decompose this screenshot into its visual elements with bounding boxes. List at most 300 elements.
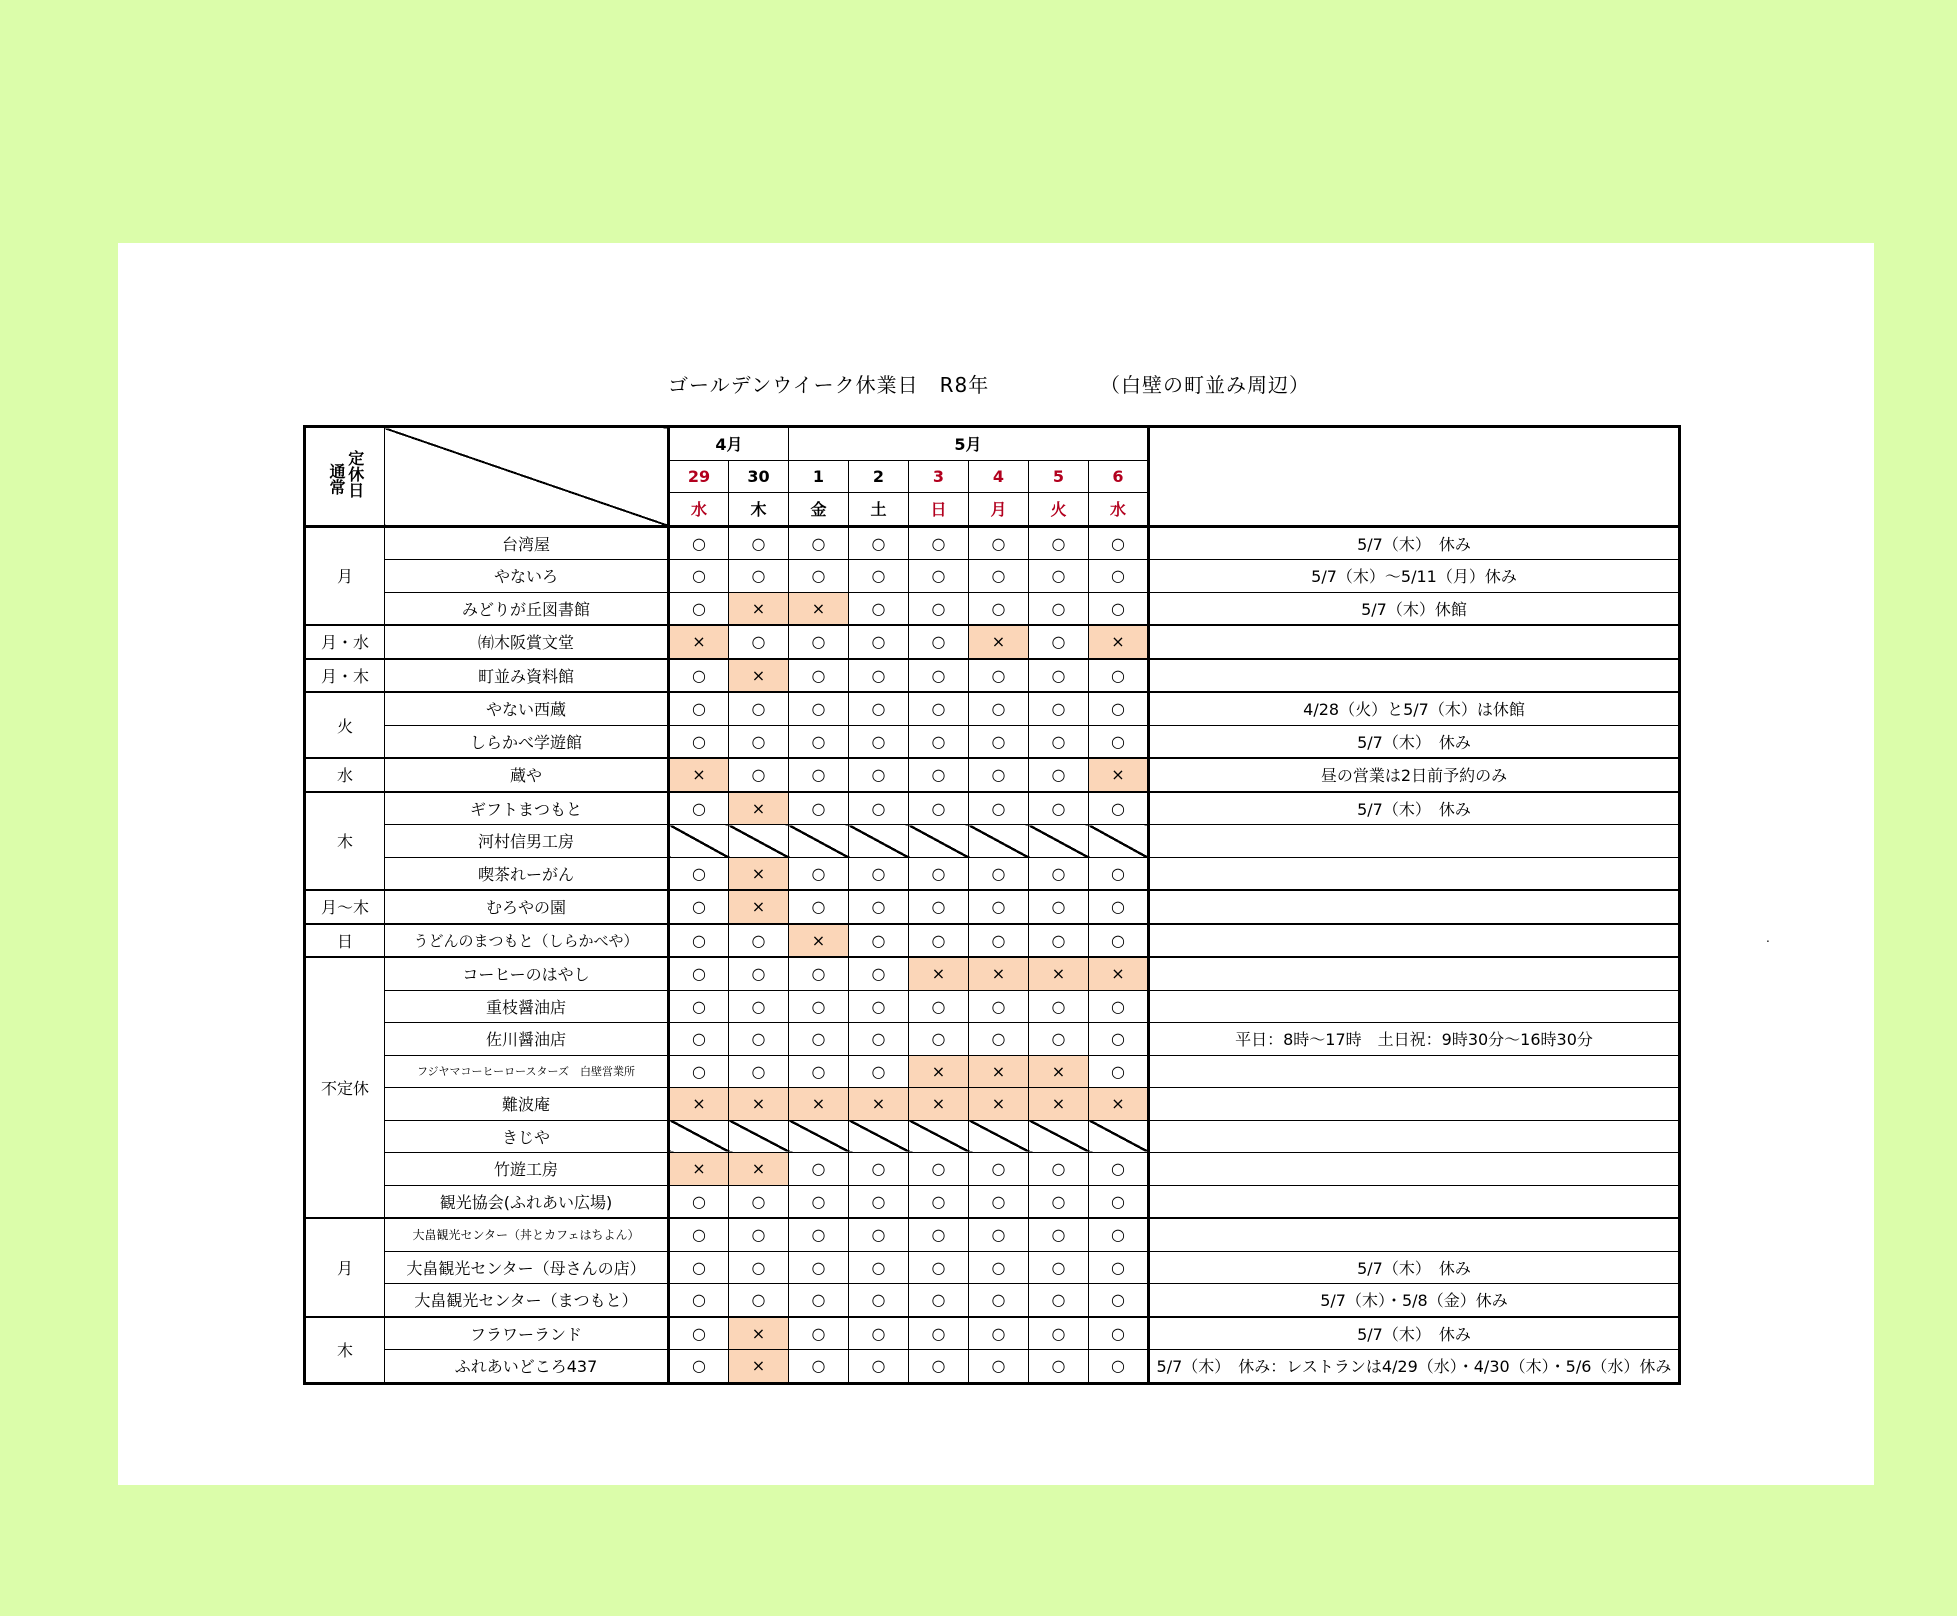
day-number-header: 5 xyxy=(1029,460,1089,493)
day-status-open: ○ xyxy=(789,890,849,924)
day-status-open: ○ xyxy=(729,526,789,560)
day-status-open: ○ xyxy=(729,560,789,593)
shop-note: 平日：8時～17時 土日祝：9時30分～16時30分 xyxy=(1149,1023,1680,1056)
shop-note xyxy=(1149,890,1680,924)
shop-name: 台湾屋 xyxy=(385,526,669,560)
day-status-open: ○ xyxy=(1089,1350,1149,1384)
shop-name: ギフトまつもと xyxy=(385,792,669,825)
day-status-open: ○ xyxy=(1029,1218,1089,1251)
day-status-open: ○ xyxy=(669,692,729,725)
regular-holiday-cell: 月・水 xyxy=(305,625,385,659)
shop-name: フジヤマコーヒーロースターズ 白壁営業所 xyxy=(385,1055,669,1088)
shop-name: しらかべ学遊館 xyxy=(385,725,669,758)
day-status-open: ○ xyxy=(789,1153,849,1186)
shop-name: 町並み資料館 xyxy=(385,659,669,693)
day-status-open: ○ xyxy=(789,560,849,593)
day-status-open: ○ xyxy=(909,758,969,792)
day-status-open: ○ xyxy=(1029,857,1089,890)
day-status-open: ○ xyxy=(969,659,1029,693)
day-number-header: 30 xyxy=(729,460,789,493)
day-status-open: ○ xyxy=(909,1023,969,1056)
day-status-closed: × xyxy=(669,1153,729,1186)
day-status-open: ○ xyxy=(1089,1023,1149,1056)
day-status-open: ○ xyxy=(669,890,729,924)
day-status-open: ○ xyxy=(729,1284,789,1317)
day-status-open: ○ xyxy=(1029,1251,1089,1284)
day-status-open: ○ xyxy=(1029,1185,1089,1218)
day-status-open: ○ xyxy=(969,560,1029,593)
day-status-open: ○ xyxy=(1029,692,1089,725)
day-status-closed: × xyxy=(789,592,849,625)
day-status-open: ○ xyxy=(849,1185,909,1218)
day-status-open: ○ xyxy=(849,560,909,593)
day-status-open: ○ xyxy=(789,692,849,725)
day-status-open: ○ xyxy=(669,1185,729,1218)
day-number-header: 2 xyxy=(849,460,909,493)
day-status-open: ○ xyxy=(1089,725,1149,758)
day-status-open: ○ xyxy=(1089,1284,1149,1317)
day-status-open: ○ xyxy=(1029,990,1089,1023)
regular-holiday-cell: 月～木 xyxy=(305,890,385,924)
day-status-closed: × xyxy=(969,625,1029,659)
day-status-closed: × xyxy=(729,1350,789,1384)
regular-holiday-cell: 木 xyxy=(305,792,385,891)
day-status-open: ○ xyxy=(1029,625,1089,659)
day-status-closed: × xyxy=(729,592,789,625)
shop-note: 5/7（木） 休み xyxy=(1149,725,1680,758)
day-status-na xyxy=(789,1120,849,1153)
day-status-open: ○ xyxy=(969,758,1029,792)
day-status-closed: × xyxy=(729,890,789,924)
stray-mark: . xyxy=(1766,931,1770,945)
shop-name: 喫茶れーがん xyxy=(385,857,669,890)
weekday-header: 月 xyxy=(969,493,1029,527)
day-status-open: ○ xyxy=(849,1055,909,1088)
regular-holiday-header xyxy=(305,427,385,527)
shop-note: 5/7（木） 休み：レストランは4/29（水）・4/30（木）・5/6（水）休み xyxy=(1149,1350,1680,1384)
shop-note xyxy=(1149,625,1680,659)
day-status-open: ○ xyxy=(1089,1317,1149,1350)
shop-name: うどんのまつもと（しらかべや） xyxy=(385,924,669,958)
day-status-open: ○ xyxy=(849,990,909,1023)
shop-note: 5/7（木） 休み xyxy=(1149,526,1680,560)
day-status-open: ○ xyxy=(789,526,849,560)
shop-note xyxy=(1149,957,1680,990)
day-status-open: ○ xyxy=(909,725,969,758)
day-status-open: ○ xyxy=(969,1350,1029,1384)
day-status-open: ○ xyxy=(969,792,1029,825)
day-status-open: ○ xyxy=(969,526,1029,560)
shop-name: フラワーランド xyxy=(385,1317,669,1350)
day-status-open: ○ xyxy=(909,1251,969,1284)
day-status-open: ○ xyxy=(849,924,909,958)
day-status-open: ○ xyxy=(729,957,789,990)
day-status-open: ○ xyxy=(1029,1023,1089,1056)
day-status-open: ○ xyxy=(669,725,729,758)
day-status-open: ○ xyxy=(909,857,969,890)
shop-note xyxy=(1149,1218,1680,1251)
day-status-open: ○ xyxy=(1089,592,1149,625)
title-main: ゴールデンウイーク休業日 R8年 xyxy=(668,373,990,397)
weekday-header: 金 xyxy=(789,493,849,527)
day-status-open: ○ xyxy=(909,592,969,625)
shop-name: ふれあいどころ437 xyxy=(385,1350,669,1384)
day-status-closed: × xyxy=(729,857,789,890)
day-status-open: ○ xyxy=(849,957,909,990)
day-status-na xyxy=(849,1120,909,1153)
day-status-open: ○ xyxy=(669,526,729,560)
regular-holiday-cell: 不定休 xyxy=(305,957,385,1218)
day-status-closed: × xyxy=(729,1317,789,1350)
shop-name: 観光協会(ふれあい広場) xyxy=(385,1185,669,1218)
document-sheet xyxy=(118,243,1874,1485)
regular-holiday-cell: 水 xyxy=(305,758,385,792)
day-status-open: ○ xyxy=(1089,1153,1149,1186)
day-status-open: ○ xyxy=(1089,1251,1149,1284)
shop-name: みどりが丘図書館 xyxy=(385,592,669,625)
shop-note xyxy=(1149,1153,1680,1186)
day-status-closed: × xyxy=(1089,1088,1149,1121)
day-status-open: ○ xyxy=(909,924,969,958)
day-status-open: ○ xyxy=(1089,526,1149,560)
day-status-open: ○ xyxy=(1089,1185,1149,1218)
day-status-open: ○ xyxy=(789,1055,849,1088)
day-status-open: ○ xyxy=(1029,924,1089,958)
day-status-open: ○ xyxy=(1029,592,1089,625)
day-status-na xyxy=(789,825,849,858)
corner-label-part: 定休日 xyxy=(345,450,365,499)
day-status-open: ○ xyxy=(1089,792,1149,825)
day-status-closed: × xyxy=(789,1088,849,1121)
day-status-open: ○ xyxy=(1089,659,1149,693)
regular-holiday-cell: 木 xyxy=(305,1317,385,1384)
shop-name: やないろ xyxy=(385,560,669,593)
day-status-closed: × xyxy=(1029,1088,1089,1121)
day-status-open: ○ xyxy=(849,857,909,890)
day-status-open: ○ xyxy=(1089,692,1149,725)
shop-name: きじや xyxy=(385,1120,669,1153)
header-diagonal xyxy=(385,427,669,527)
day-status-open: ○ xyxy=(909,1350,969,1384)
day-status-open: ○ xyxy=(729,758,789,792)
shop-name: 大畠観光センター（まつもと） xyxy=(385,1284,669,1317)
day-status-open: ○ xyxy=(789,1284,849,1317)
day-status-open: ○ xyxy=(1029,1284,1089,1317)
shop-note: 昼の営業は2日前予約のみ xyxy=(1149,758,1680,792)
day-status-open: ○ xyxy=(729,1251,789,1284)
day-status-open: ○ xyxy=(849,625,909,659)
day-status-open: ○ xyxy=(789,957,849,990)
day-status-open: ○ xyxy=(849,1284,909,1317)
day-status-open: ○ xyxy=(969,990,1029,1023)
shop-note xyxy=(1149,924,1680,958)
day-status-closed: × xyxy=(969,1055,1029,1088)
day-status-open: ○ xyxy=(849,1023,909,1056)
day-status-open: ○ xyxy=(969,890,1029,924)
day-status-open: ○ xyxy=(849,526,909,560)
day-status-open: ○ xyxy=(669,1350,729,1384)
day-status-open: ○ xyxy=(1029,526,1089,560)
day-status-open: ○ xyxy=(1029,1350,1089,1384)
day-status-na xyxy=(1029,825,1089,858)
day-status-open: ○ xyxy=(909,692,969,725)
regular-holiday-cell: 月・木 xyxy=(305,659,385,693)
day-status-open: ○ xyxy=(789,1317,849,1350)
day-status-closed: × xyxy=(729,792,789,825)
day-status-closed: × xyxy=(729,659,789,693)
day-status-open: ○ xyxy=(729,990,789,1023)
day-status-closed: × xyxy=(909,1055,969,1088)
day-status-na xyxy=(1029,1120,1089,1153)
shop-name: 難波庵 xyxy=(385,1088,669,1121)
day-status-open: ○ xyxy=(1029,659,1089,693)
shop-name: 大畠観光センター（母さんの店） xyxy=(385,1251,669,1284)
regular-holiday-cell: 日 xyxy=(305,924,385,958)
day-status-open: ○ xyxy=(909,990,969,1023)
day-status-open: ○ xyxy=(909,1284,969,1317)
day-status-closed: × xyxy=(849,1088,909,1121)
day-status-na xyxy=(669,1120,729,1153)
shop-name: 河村信男工房 xyxy=(385,825,669,858)
day-status-open: ○ xyxy=(849,592,909,625)
day-status-open: ○ xyxy=(729,924,789,958)
day-status-open: ○ xyxy=(789,1251,849,1284)
day-status-closed: × xyxy=(1089,758,1149,792)
day-number-header: 4 xyxy=(969,460,1029,493)
day-status-open: ○ xyxy=(849,1153,909,1186)
regular-holiday-cell: 火 xyxy=(305,692,385,758)
day-status-open: ○ xyxy=(909,659,969,693)
shop-note xyxy=(1149,659,1680,693)
shop-note xyxy=(1149,990,1680,1023)
day-status-open: ○ xyxy=(969,924,1029,958)
notes-header xyxy=(1149,427,1680,527)
holiday-schedule-table xyxy=(303,425,1681,1385)
day-status-open: ○ xyxy=(849,890,909,924)
day-status-na xyxy=(1089,825,1149,858)
month-header: 5月 xyxy=(789,427,1149,461)
day-status-open: ○ xyxy=(909,890,969,924)
shop-note xyxy=(1149,825,1680,858)
day-status-open: ○ xyxy=(1029,1153,1089,1186)
day-status-na xyxy=(669,825,729,858)
day-status-closed: × xyxy=(789,924,849,958)
day-status-na xyxy=(969,825,1029,858)
day-status-open: ○ xyxy=(969,1185,1029,1218)
day-status-open: ○ xyxy=(1029,792,1089,825)
shop-name: コーヒーのはやし xyxy=(385,957,669,990)
corner-label-part: 通常 xyxy=(327,463,346,496)
day-status-closed: × xyxy=(1089,957,1149,990)
day-status-open: ○ xyxy=(849,692,909,725)
day-status-closed: × xyxy=(1029,1055,1089,1088)
shop-name: 重枝醤油店 xyxy=(385,990,669,1023)
shop-name: ㈲木阪賞文堂 xyxy=(385,625,669,659)
day-status-open: ○ xyxy=(729,725,789,758)
day-status-open: ○ xyxy=(669,1023,729,1056)
shop-name: むろやの園 xyxy=(385,890,669,924)
shop-name: やない西蔵 xyxy=(385,692,669,725)
day-status-open: ○ xyxy=(909,526,969,560)
day-status-closed: × xyxy=(669,625,729,659)
regular-holiday-cell: 月 xyxy=(305,526,385,625)
shop-note xyxy=(1149,1120,1680,1153)
day-status-closed: × xyxy=(969,957,1029,990)
weekday-header: 水 xyxy=(1089,493,1149,527)
shop-note: 5/7（木） 休み xyxy=(1149,1317,1680,1350)
day-status-closed: × xyxy=(909,1088,969,1121)
day-status-open: ○ xyxy=(669,1218,729,1251)
day-status-open: ○ xyxy=(789,725,849,758)
day-status-open: ○ xyxy=(669,592,729,625)
shop-name: 蔵や xyxy=(385,758,669,792)
day-status-open: ○ xyxy=(729,692,789,725)
day-status-open: ○ xyxy=(789,792,849,825)
day-status-open: ○ xyxy=(849,792,909,825)
day-status-open: ○ xyxy=(1089,890,1149,924)
shop-note: 4/28（火）と5/7（木）は休館 xyxy=(1149,692,1680,725)
day-status-open: ○ xyxy=(729,625,789,659)
shop-note xyxy=(1149,1088,1680,1121)
day-status-open: ○ xyxy=(1089,990,1149,1023)
day-status-open: ○ xyxy=(729,1185,789,1218)
day-status-open: ○ xyxy=(1029,890,1089,924)
day-status-closed: × xyxy=(1029,957,1089,990)
shop-note: 5/7（木） 休み xyxy=(1149,1251,1680,1284)
day-number-header: 6 xyxy=(1089,460,1149,493)
day-status-open: ○ xyxy=(1089,560,1149,593)
day-status-open: ○ xyxy=(669,792,729,825)
day-status-open: ○ xyxy=(1089,924,1149,958)
weekday-header: 木 xyxy=(729,493,789,527)
day-status-open: ○ xyxy=(969,1284,1029,1317)
shop-name: 大畠観光センター（丼とカフェはちよん） xyxy=(385,1218,669,1251)
day-status-closed: × xyxy=(729,1153,789,1186)
day-status-open: ○ xyxy=(789,659,849,693)
weekday-header: 土 xyxy=(849,493,909,527)
day-status-open: ○ xyxy=(909,1153,969,1186)
shop-name: 竹遊工房 xyxy=(385,1153,669,1186)
day-status-open: ○ xyxy=(669,560,729,593)
day-status-open: ○ xyxy=(789,758,849,792)
day-status-open: ○ xyxy=(1029,758,1089,792)
day-status-open: ○ xyxy=(909,1218,969,1251)
day-status-closed: × xyxy=(909,957,969,990)
regular-holiday-header-text xyxy=(327,450,363,502)
day-status-open: ○ xyxy=(729,1023,789,1056)
day-status-open: ○ xyxy=(669,957,729,990)
day-status-open: ○ xyxy=(669,659,729,693)
shop-note: 5/7（木）休館 xyxy=(1149,592,1680,625)
day-status-open: ○ xyxy=(669,1284,729,1317)
shop-name: 佐川醤油店 xyxy=(385,1023,669,1056)
day-status-open: ○ xyxy=(729,1218,789,1251)
month-header: 4月 xyxy=(669,427,789,461)
shop-note: 5/7（木） 休み xyxy=(1149,792,1680,825)
day-status-na xyxy=(969,1120,1029,1153)
day-status-open: ○ xyxy=(1029,1317,1089,1350)
day-status-closed: × xyxy=(1089,625,1149,659)
day-status-open: ○ xyxy=(849,659,909,693)
day-status-open: ○ xyxy=(669,1055,729,1088)
shop-note xyxy=(1149,1185,1680,1218)
day-status-open: ○ xyxy=(669,857,729,890)
day-status-open: ○ xyxy=(849,1251,909,1284)
day-status-open: ○ xyxy=(969,1218,1029,1251)
day-status-closed: × xyxy=(729,1088,789,1121)
day-status-na xyxy=(909,1120,969,1153)
day-number-header: 1 xyxy=(789,460,849,493)
day-status-open: ○ xyxy=(669,1251,729,1284)
day-status-closed: × xyxy=(669,1088,729,1121)
day-number-header: 29 xyxy=(669,460,729,493)
weekday-header: 日 xyxy=(909,493,969,527)
day-status-open: ○ xyxy=(969,857,1029,890)
day-status-open: ○ xyxy=(909,625,969,659)
day-status-open: ○ xyxy=(969,725,1029,758)
day-status-na xyxy=(909,825,969,858)
day-status-open: ○ xyxy=(789,857,849,890)
day-status-closed: × xyxy=(669,758,729,792)
day-status-open: ○ xyxy=(909,1317,969,1350)
day-status-na xyxy=(849,825,909,858)
day-status-open: ○ xyxy=(669,924,729,958)
day-status-open: ○ xyxy=(1089,1055,1149,1088)
day-status-open: ○ xyxy=(669,1317,729,1350)
title-area: （白壁の町並み周辺） xyxy=(1100,373,1310,397)
day-status-closed: × xyxy=(969,1088,1029,1121)
day-status-open: ○ xyxy=(969,1023,1029,1056)
day-status-open: ○ xyxy=(669,990,729,1023)
shop-note: 5/7（木）・5/8（金）休み xyxy=(1149,1284,1680,1317)
day-status-open: ○ xyxy=(849,1218,909,1251)
weekday-header: 水 xyxy=(669,493,729,527)
day-status-open: ○ xyxy=(849,758,909,792)
day-status-open: ○ xyxy=(969,1251,1029,1284)
day-status-na xyxy=(729,1120,789,1153)
weekday-header: 火 xyxy=(1029,493,1089,527)
day-status-open: ○ xyxy=(789,1023,849,1056)
day-status-open: ○ xyxy=(969,1153,1029,1186)
shop-note xyxy=(1149,857,1680,890)
shop-note xyxy=(1149,1055,1680,1088)
day-number-header: 3 xyxy=(909,460,969,493)
day-status-open: ○ xyxy=(1089,1218,1149,1251)
day-status-open: ○ xyxy=(849,725,909,758)
day-status-open: ○ xyxy=(789,1218,849,1251)
day-status-open: ○ xyxy=(729,1055,789,1088)
day-status-open: ○ xyxy=(789,625,849,659)
day-status-open: ○ xyxy=(789,1185,849,1218)
shop-note: 5/7（木）～5/11（月）休み xyxy=(1149,560,1680,593)
day-status-open: ○ xyxy=(909,560,969,593)
day-status-open: ○ xyxy=(1089,857,1149,890)
day-status-na xyxy=(1089,1120,1149,1153)
day-status-open: ○ xyxy=(789,1350,849,1384)
day-status-open: ○ xyxy=(789,990,849,1023)
regular-holiday-cell: 月 xyxy=(305,1218,385,1317)
day-status-open: ○ xyxy=(1029,560,1089,593)
day-status-open: ○ xyxy=(909,1185,969,1218)
day-status-open: ○ xyxy=(1029,725,1089,758)
day-status-open: ○ xyxy=(849,1350,909,1384)
day-status-open: ○ xyxy=(969,592,1029,625)
day-status-open: ○ xyxy=(849,1317,909,1350)
day-status-na xyxy=(729,825,789,858)
day-status-open: ○ xyxy=(969,692,1029,725)
day-status-open: ○ xyxy=(969,1317,1029,1350)
day-status-open: ○ xyxy=(909,792,969,825)
